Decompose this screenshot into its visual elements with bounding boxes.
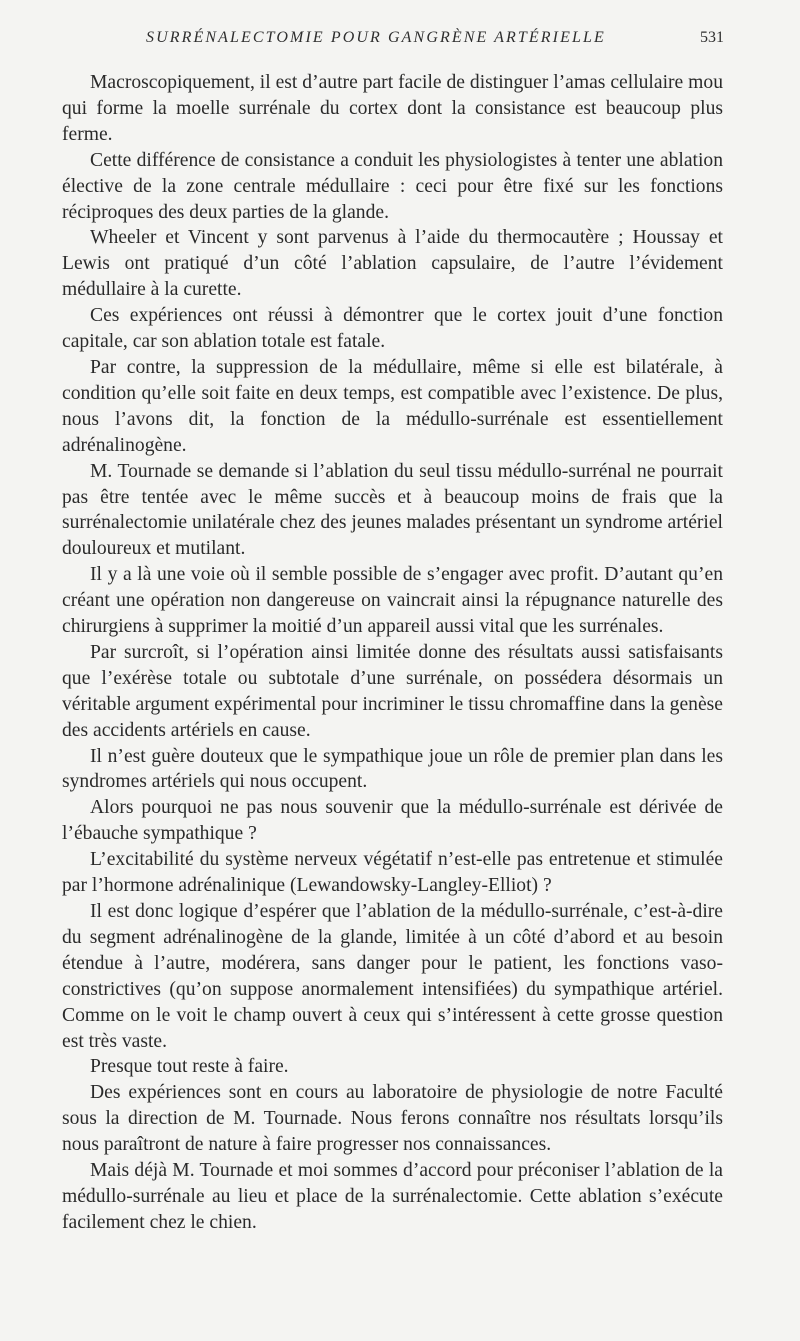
paragraph: Il y a là une voie où il semble possible de s’engager avec profit. D’autant qu’en créant une opération non dangereuse on vaincrait ainsi la répugnance naturelle des chirurgiens à supprimer la moitié d’un appareil aussi vital que les surrénales.: [62, 564, 723, 638]
paragraph: Il n’est guère douteux que le sympathique joue un rôle de premier plan dans les syndromes artériels qui nous occupent.: [62, 745, 723, 793]
paragraph: Il est donc logique d’espérer que l’ablation de la médullo-surrénale, c’est-à-dire du segment adrénalinogène de la glande, limitée à un côté d’abord et au besoin étendue à l’autre, modérera, sans danger pour le patient, les fonctions vaso-constrictives (qu’on suppose anormalement intensifiées) du sympathique artériel. Comme on le voit le champ ouvert à ceux qui s’intéressent à cette grosse question est très vaste.: [62, 901, 723, 1052]
page-number: 531: [700, 29, 724, 46]
paragraph: M. Tournade se demande si l’ablation du seul tissu médullo-surrénal ne pourrait pas être tentée avec le même succès et à beaucoup moins de frais que la surrénalectomie unilatérale chez des jeunes malades présentant un syndrome artériel douloureux et mutilant.: [62, 460, 724, 560]
paragraph: Des expériences sont en cours au laboratoire de physiologie de notre Faculté sous la direction de M. Tournade. Nous ferons connaître nos résultats lorsqu’ils nous paraîtront de nature à faire progresser nos connaissances.: [62, 1082, 723, 1156]
paragraph: Presque tout reste à faire.: [90, 1056, 289, 1078]
paragraph: Macroscopiquement, il est d’autre part facile de distinguer l’amas cellulaire mou qui forme la moelle surrénale du cortex dont la consistance est beaucoup plus ferme.: [62, 72, 723, 145]
paragraph: Alors pourquoi ne pas nous souvenir que la médullo-surrénale est dérivée de l’ébauche sympathique ?: [62, 797, 723, 845]
paragraph: Wheeler et Vincent y sont parvenus à l’aide du thermocautère ; Houssay et Lewis ont pratiqué d’un côté l’ablation capsulaire, de l’autre l’évidement médullaire à la curette.: [62, 227, 723, 301]
paragraph: Ces expériences ont réussi à démontrer que le cortex jouit d’une fonction capitale, car son ablation totale est fatale.: [62, 305, 723, 353]
body-text: [62, 70, 723, 1236]
paragraph: Mais déjà M. Tournade et moi sommes d’accord pour préconiser l’ablation de la médullo-surrénale au lieu et place de la surrénalectomie. Cette ablation s’exécute facilement chez le chien.: [62, 1160, 723, 1233]
paragraph: Par contre, la suppression de la médullaire, même si elle est bilatérale, à condition qu’elle soit faite en deux temps, est compatible avec l’existence. De plus, nous l’avons dit, la fonction de la médullo-surrénale est essentiellement adrénalinogène.: [62, 356, 723, 456]
running-title: SURRÉNALECTOMIE POUR GANGRÈNE ARTÉRIELLE: [146, 29, 606, 46]
paragraph: Cette différence de consistance a conduit les physiologistes à tenter une ablation élective de la zone centrale médullaire : ceci pour être fixé sur les fonctions réciproques des deux parties de la glande.: [62, 149, 723, 223]
paragraph: Par surcroît, si l’opération ainsi limitée donne des résultats aussi satisfaisants que l’exérèse totale ou subtotale d’une surrénale, on possédera désormais un véritable argument expérimental pour incriminer le tissu chromaffine dans la genèse des accidents artériels en cause.: [62, 641, 723, 741]
paragraph: L’excitabilité du système nerveux végétatif n’est-elle pas entretenue et stimulée par l’hormone adrénalinique (Lewandowsky-Langley-Elliot) ?: [62, 849, 723, 897]
page-header: [62, 29, 724, 51]
